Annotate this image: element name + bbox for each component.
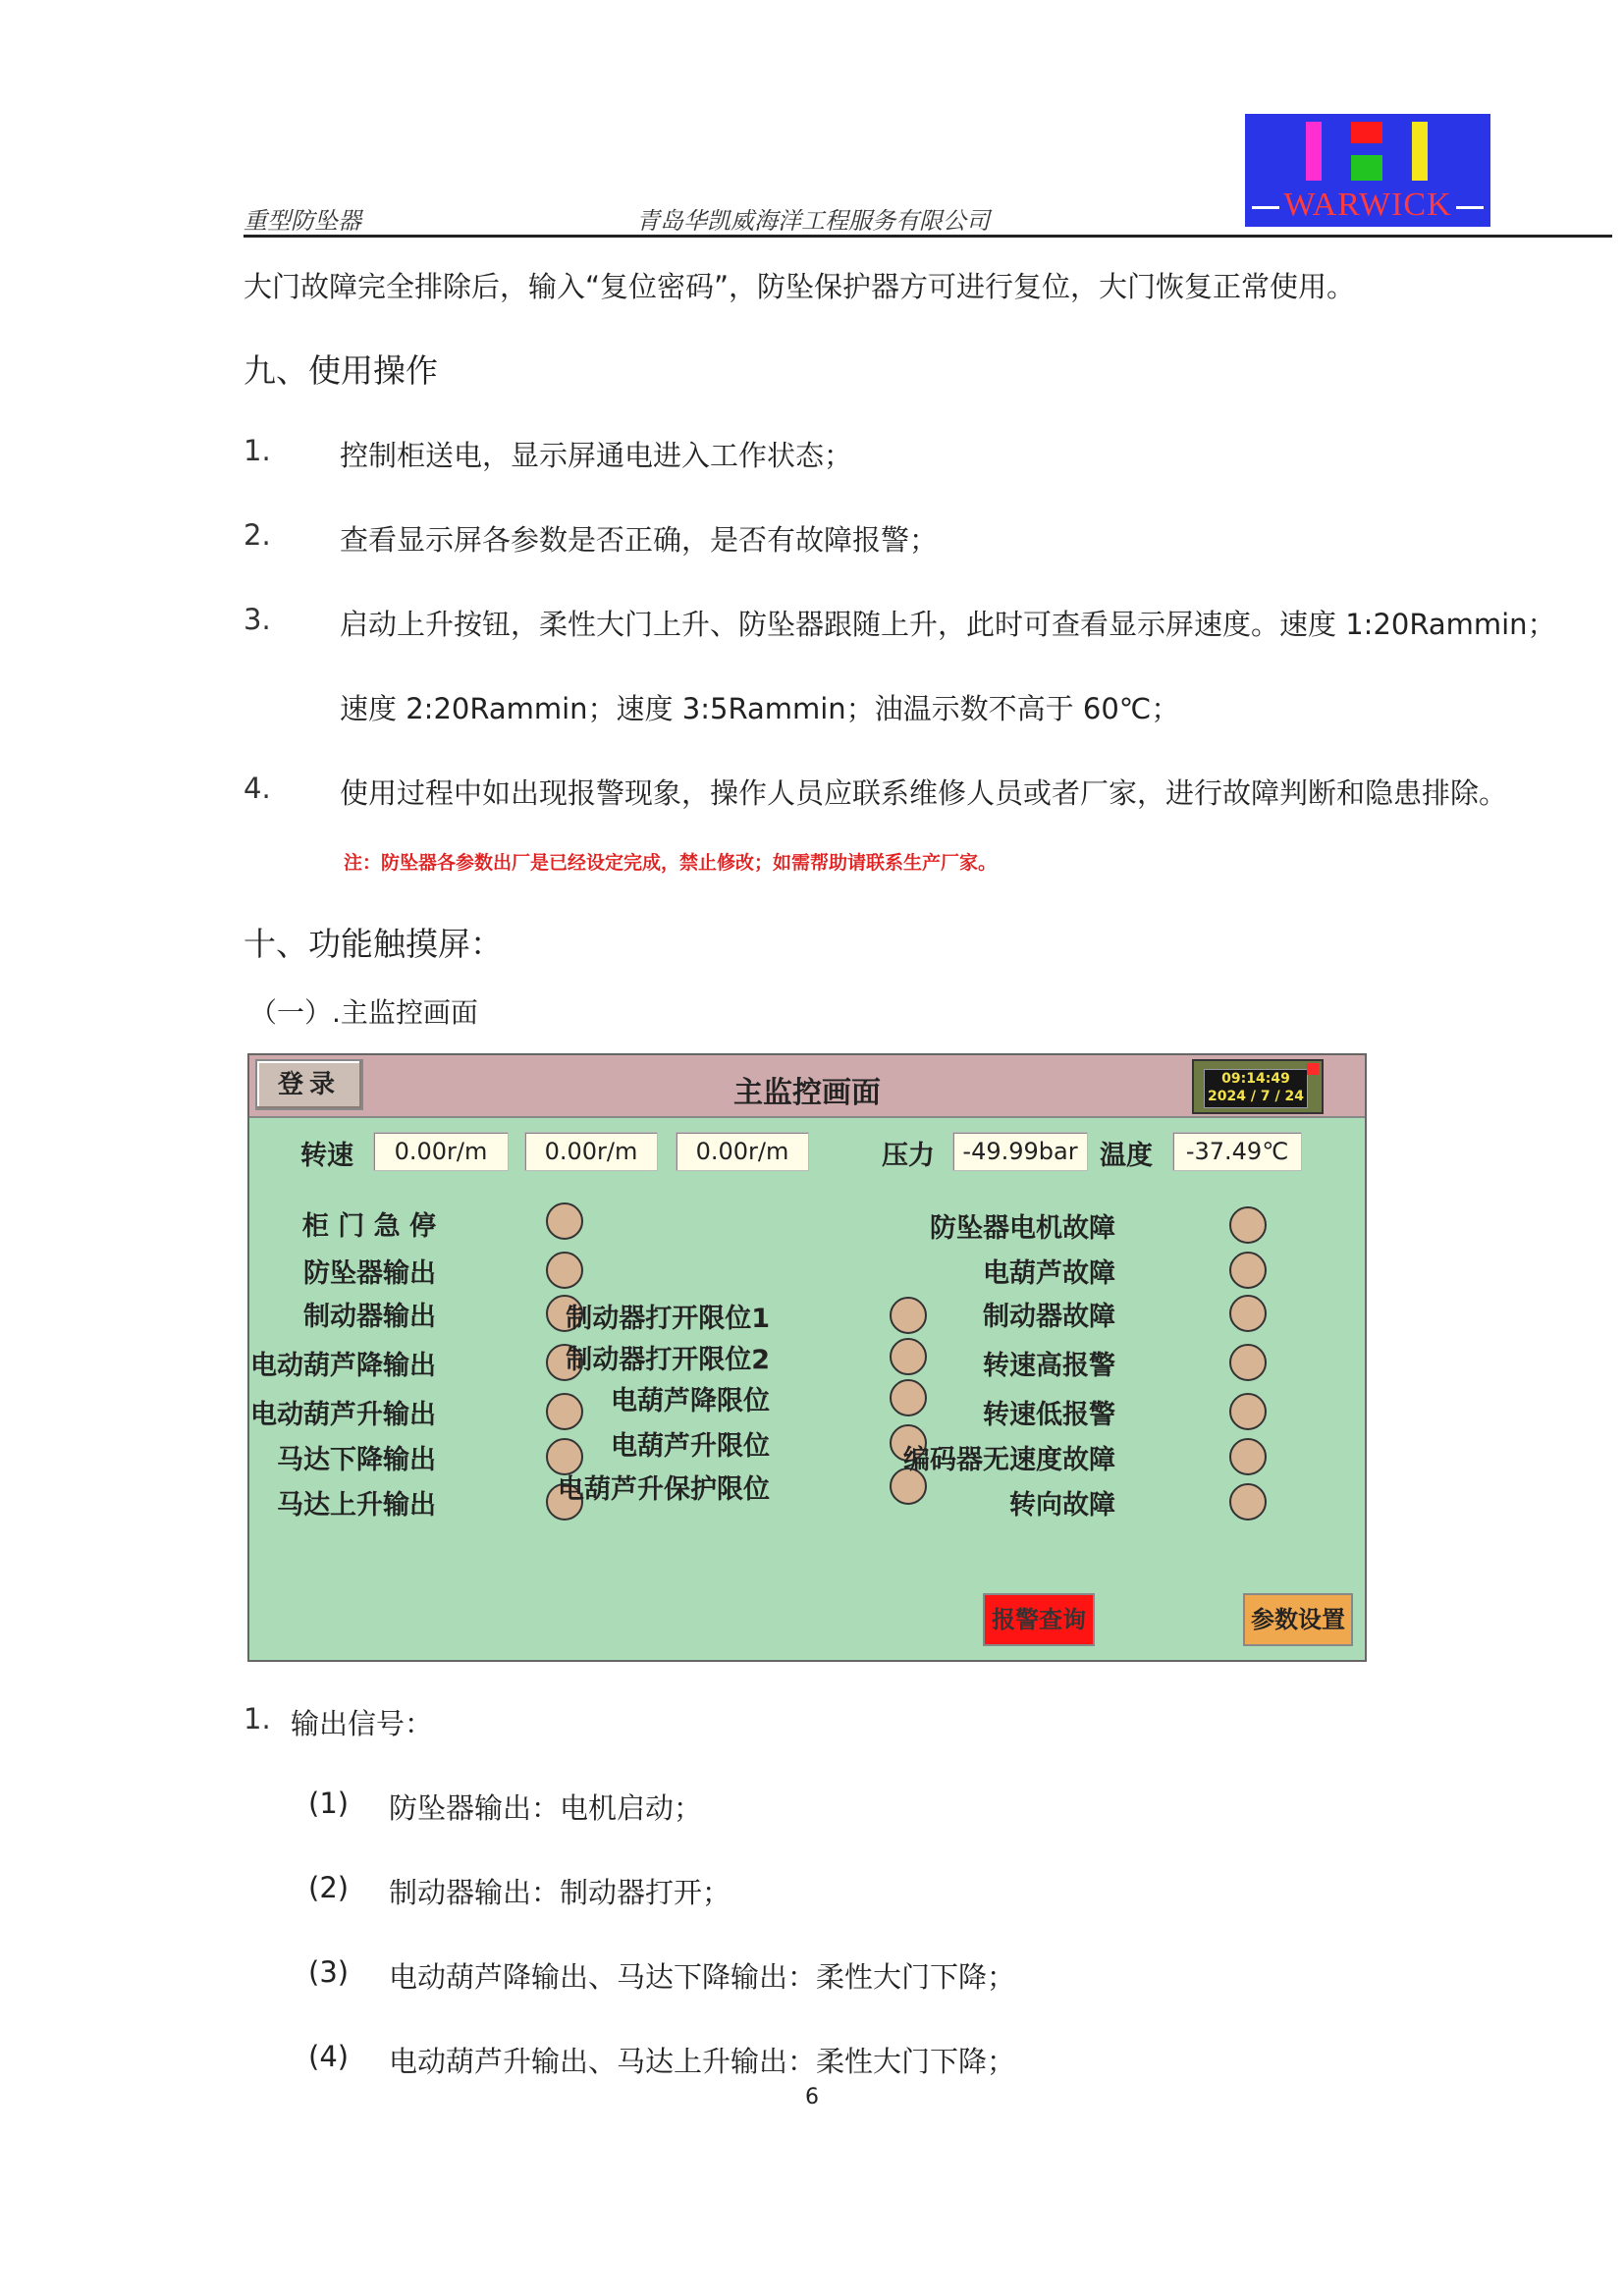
indicator-lamp [1229, 1344, 1267, 1381]
indicator-label: 电动葫芦降输出 [250, 1351, 436, 1381]
indicator-label: 柜 门 急 停 [301, 1211, 436, 1242]
indicator-label: 电葫芦升限位 [611, 1431, 770, 1462]
output-title-number: 1. [244, 1702, 271, 1735]
page-number: 6 [805, 2085, 819, 2109]
indicator-label: 电动葫芦升输出 [250, 1400, 436, 1430]
sub-item-number: (1) [308, 1787, 350, 1820]
doc-title: 重型防坠器 [244, 207, 361, 235]
clock-time: 09:14:49 [1221, 1071, 1290, 1087]
indicator-lamp [546, 1393, 583, 1430]
indicator-label: 编码器无速度故障 [903, 1445, 1115, 1475]
indicator-label: 制动器故障 [983, 1302, 1115, 1332]
item-number: 4. [244, 772, 271, 805]
list-item-continued: 速度 2:20Rammin；速度 3:5Rammin；油温示数不高于 60℃； [340, 692, 1180, 725]
item-number: 1. [244, 434, 271, 467]
indicator-lamp [546, 1252, 583, 1289]
clock-date: 2024 / 7 / 24 [1208, 1089, 1304, 1104]
speed-readout-2: 0.00r/m [524, 1132, 658, 1171]
sub-item-number: (4) [308, 2040, 350, 2073]
sub-item-number: (2) [308, 1871, 350, 1904]
sub-item: 电动葫芦升输出、马达上升输出：柔性大门下降； [389, 2045, 1016, 2078]
indicator-label: 电葫芦降限位 [611, 1386, 770, 1416]
warwick-logo [1245, 114, 1490, 227]
indicator-label: 防坠器电机故障 [930, 1213, 1115, 1244]
indicator-label: 制动器打开限位2 [566, 1345, 770, 1375]
section10-title: 十、功能触摸屏： [244, 925, 503, 963]
indicator-label: 马达下降输出 [277, 1445, 436, 1475]
sub-item: 防坠器输出：电机启动； [389, 1791, 703, 1825]
sub-item: 电动葫芦降输出、马达下降输出：柔性大门下降； [389, 1960, 1016, 1994]
indicator-lamp [890, 1338, 927, 1375]
indicator-lamp [1229, 1252, 1267, 1289]
logo-text: WARWICK [1283, 187, 1452, 223]
indicator-label: 制动器打开限位1 [566, 1304, 770, 1334]
header-rule [244, 235, 1612, 238]
pressure-readout: -49.99bar [952, 1132, 1088, 1171]
list-item: 控制柜送电，显示屏通电进入工作状态； [340, 439, 853, 472]
hmi-main-monitor-screen [247, 1053, 1367, 1662]
indicator-label: 转向故障 [1009, 1490, 1115, 1521]
item-number: 3. [244, 603, 271, 636]
alarm-query-button[interactable]: 报警查询 [983, 1593, 1095, 1646]
clock-status-dot [1307, 1063, 1319, 1075]
indicator-label: 电葫芦故障 [983, 1258, 1115, 1289]
sub-item: 制动器输出：制动器打开； [389, 1876, 731, 1909]
sub-item-number: (3) [308, 1955, 350, 1989]
indicator-lamp [890, 1297, 927, 1334]
red-note: 注：防坠器各参数出厂是已经设定完成，禁止修改；如需帮助请联系生产厂家。 [344, 852, 998, 874]
logo-pink-bar [1306, 122, 1322, 181]
hmi-title-bar [249, 1055, 1365, 1118]
indicator-label: 马达上升输出 [277, 1490, 436, 1521]
indicator-lamp [1229, 1393, 1267, 1430]
hmi-title: 主监控画面 [733, 1076, 881, 1110]
indicator-lamp [1229, 1483, 1267, 1521]
logo-green-block [1351, 155, 1382, 181]
indicator-label: 电葫芦升保护限位 [558, 1474, 770, 1505]
indicator-lamp [1229, 1206, 1267, 1244]
indicator-lamp [546, 1202, 583, 1240]
speed-readout-3: 0.00r/m [676, 1132, 809, 1171]
temperature-label: 温度 [1100, 1141, 1153, 1171]
indicator-lamp [1229, 1438, 1267, 1475]
clock-display [1192, 1059, 1324, 1114]
logo-yellow-bar [1412, 122, 1428, 181]
login-button[interactable]: 登录 [255, 1059, 363, 1110]
speed-label: 转速 [300, 1141, 353, 1171]
speed-readout-1: 0.00r/m [373, 1132, 509, 1171]
list-item: 使用过程中如出现报警现象，操作人员应联系维修人员或者厂家，进行故障判断和隐患排除。 [340, 776, 1508, 810]
item-number: 2. [244, 518, 271, 552]
indicator-label: 防坠器输出 [303, 1258, 436, 1289]
list-item: 查看显示屏各参数是否正确，是否有故障报警； [340, 523, 939, 557]
company-name: 青岛华凯威海洋工程服务有限公司 [636, 207, 990, 235]
section9-title: 九、使用操作 [244, 351, 438, 390]
parameter-settings-button[interactable]: 参数设置 [1243, 1593, 1353, 1646]
subsection-title: （一）.主监控画面 [249, 996, 478, 1029]
output-title: 输出信号： [291, 1707, 434, 1740]
intro-paragraph: 大门故障完全排除后，输入“复位密码”，防坠保护器方可进行复位，大门恢复正常使用。 [244, 270, 1356, 303]
indicator-label: 制动器输出 [303, 1302, 436, 1332]
pressure-label: 压力 [882, 1141, 935, 1171]
indicator-label: 转速高报警 [983, 1351, 1115, 1381]
indicator-lamp [890, 1379, 927, 1416]
logo-red-block [1351, 122, 1382, 143]
list-item: 启动上升按钮，柔性大门上升、防坠器跟随上升，此时可查看显示屏速度。速度 1:20Rammin； [340, 608, 1556, 641]
temperature-readout: -37.49℃ [1172, 1132, 1302, 1171]
indicator-label: 转速低报警 [983, 1400, 1115, 1430]
indicator-lamp [1229, 1295, 1267, 1332]
